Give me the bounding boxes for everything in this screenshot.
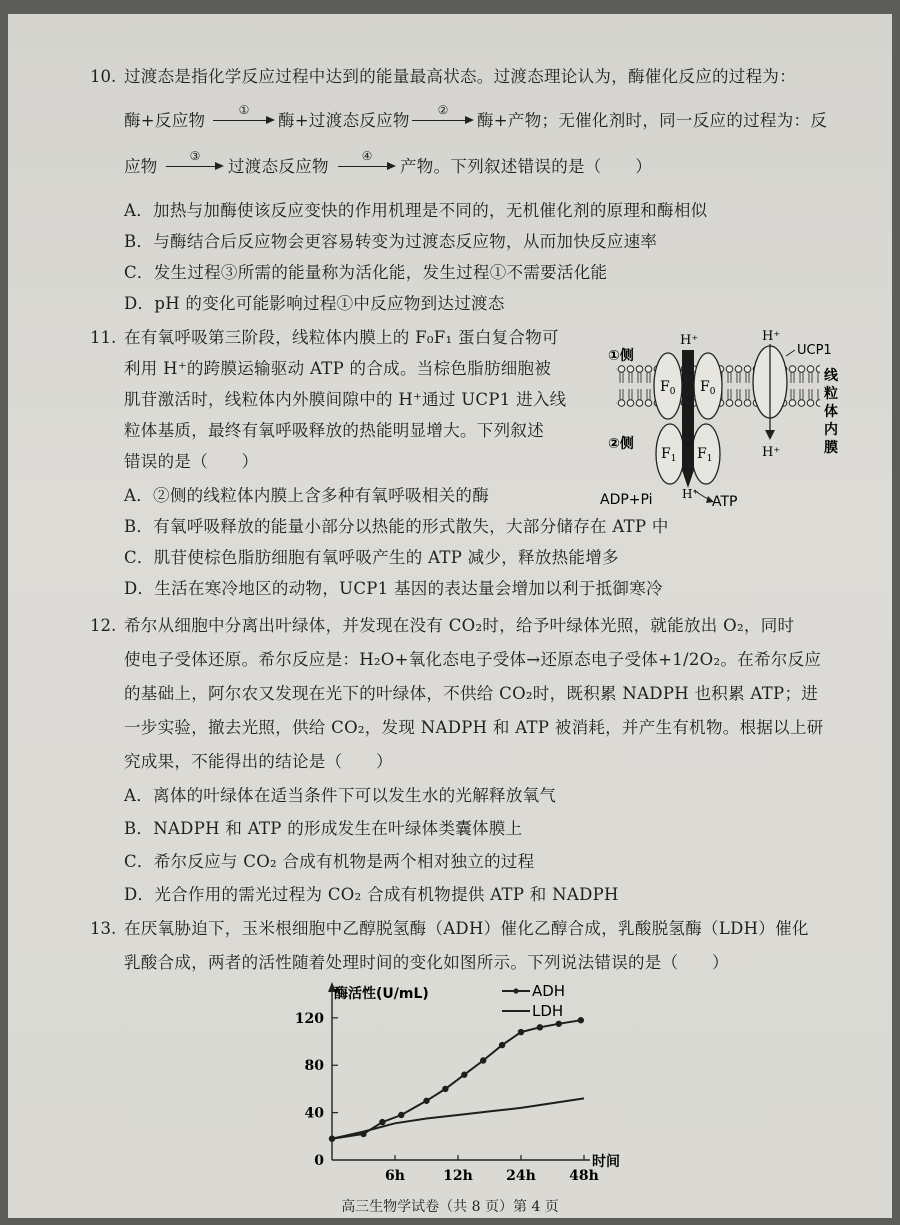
q13-stem-line1: 在厌氧胁迫下，玉米根细胞中乙醇脱氢酶（ADH）催化乙醇合成，乳酸脱氢酶（LDH）催化 <box>124 919 809 938</box>
q12-stem-line2: 使电子受体还原。希尔反应是：H₂O+氧化态电子受体→还原态电子受体+1/2O₂。在希尔反应 <box>124 650 822 669</box>
q11-option-a[interactable]: A．②侧的线粒体内膜上含多种有氧呼吸相关的酶 <box>124 486 490 505</box>
arrow-2-label: ② <box>437 103 449 117</box>
side-2-label: ②侧 <box>608 436 634 452</box>
q10-eq-substrate: 应物 <box>124 157 158 176</box>
adh-data-point <box>499 1042 505 1048</box>
q11-option-c[interactable]: C．肌苷使棕色脂肪细胞有氧呼吸产生的 ATP 减少，释放热能增多 <box>124 548 619 567</box>
ucp1-label: UCP1 <box>797 343 832 358</box>
h-plus-top-label: H⁺ <box>680 333 699 348</box>
proton-channel <box>682 350 694 488</box>
membrane-label-3: 体 <box>824 404 838 420</box>
x-tick-label: 24h <box>506 1168 536 1184</box>
series-line-ldh <box>332 1098 584 1138</box>
adh-data-point <box>556 1021 562 1027</box>
q11-stem-line4: 粒体基质，最终有氧呼吸释放的热能明显增大。下列叙述 <box>124 421 544 440</box>
q10-eq-enzyme-substrate: 酶+反应物 <box>124 111 206 130</box>
legend-adh-label: ADH <box>532 982 566 1000</box>
exam-page <box>8 14 892 1218</box>
legend-ldh-label: LDH <box>532 1002 564 1020</box>
adh-data-point <box>578 1017 584 1023</box>
h-plus-ucp1-bottom-label: H⁺ <box>762 445 781 460</box>
q11-stem-line2: 利用 H⁺的跨膜运输驱动 ATP 的合成。当棕色脂肪细胞被 <box>124 359 552 378</box>
membrane-label-4: 内 <box>824 422 838 438</box>
legend-adh-marker <box>513 988 518 993</box>
f1-label-right: $F_1$ <box>697 446 713 464</box>
q12-number: 12. <box>90 616 117 635</box>
f0-label-right: $F_0$ <box>700 379 716 397</box>
q10-stem-line1: 过渡态是指化学反应过程中达到的能量最高状态。过渡态理论认为，酶催化反应的过程为： <box>124 67 796 86</box>
q10-eq-enzyme-transition: 酶+过渡态反应物 <box>278 111 410 130</box>
q12-stem-line1: 希尔从细胞中分离出叶绿体，并发现在没有 CO₂时，给予叶绿体光照，就能放出 O₂，同时 <box>124 616 795 635</box>
arrow-3-label: ③ <box>189 149 201 163</box>
q12-stem-line5: 究成果，不能得出的结论是（ ） <box>124 752 393 771</box>
y-tick-label: 80 <box>304 1058 324 1075</box>
x-axis-label: 时间 <box>592 1154 620 1170</box>
adh-data-point <box>480 1057 486 1063</box>
q11-number: 11. <box>90 328 117 347</box>
q11-option-b[interactable]: B．有氧呼吸释放的能量小部分以热能的形式散失，大部分储存在 ATP 中 <box>124 517 669 536</box>
membrane-label-5: 膜 <box>824 440 838 456</box>
q11-option-d[interactable]: D．生活在寒冷地区的动物，UCP1 基因的表达量会增加以利于抵御寒冷 <box>124 579 663 598</box>
adh-data-point <box>518 1029 524 1035</box>
q10-eq-product: 产物。下列叙述错误的是（ ） <box>400 157 652 176</box>
arrow-4-label: ④ <box>361 149 373 163</box>
h-plus-ucp1-top-label: H⁺ <box>762 329 781 344</box>
x-tick-label: 12h <box>443 1168 473 1184</box>
series-line-adh <box>332 1020 581 1138</box>
x-tick-label: 6h <box>385 1168 405 1184</box>
page-footer: 高三生物学试卷（共 8 页）第 4 页 <box>341 1199 559 1215</box>
q13-stem-line2: 乳酸合成，两者的活性随着处理时间的变化如图所示。下列说法错误的是（ ） <box>124 953 729 972</box>
y-tick-label: 40 <box>304 1105 324 1122</box>
f0-label-left: $F_0$ <box>660 379 676 397</box>
q12-stem-line4: 一步实验，撤去光照，供给 CO₂，发现 NADPH 和 ATP 被消耗，并产生有机物。根据以上研 <box>124 718 824 737</box>
q10-option-a[interactable]: A．加热与加酶使该反应变快的作用机理是不同的，无机催化剂的原理和酶相似 <box>124 201 708 220</box>
adp-pi-label: ADP+Pi <box>600 492 653 508</box>
q10-option-b[interactable]: B．与酶结合后反应物会更容易转变为过渡态反应物，从而加快反应速率 <box>124 232 658 251</box>
arrow-1-label: ① <box>238 103 250 117</box>
adh-data-point <box>537 1024 543 1030</box>
adh-data-point <box>442 1086 448 1092</box>
q10-option-d[interactable]: D．pH 的变化可能影响过程①中反应物到达过渡态 <box>124 294 505 313</box>
adh-data-point <box>398 1112 404 1118</box>
adh-data-point <box>379 1119 385 1125</box>
q10-eq-enzyme-product: 酶+产物；无催化剂时，同一反应的过程为：反 <box>477 111 828 130</box>
side-1-label: ①侧 <box>608 348 634 364</box>
f1-label-left: $F_1$ <box>661 446 677 464</box>
y-tick-label: 120 <box>294 1010 324 1027</box>
q12-option-b[interactable]: B．NADPH 和 ATP 的形成发生在叶绿体类囊体膜上 <box>124 819 523 838</box>
q11-stem-line3: 肌苷激活时，线粒体内外膜间隙中的 H⁺通过 UCP1 进入线 <box>124 390 567 409</box>
adh-data-point <box>461 1072 467 1078</box>
q10-option-c[interactable]: C．发生过程③所需的能量称为活化能，发生过程①不需要活化能 <box>124 263 608 282</box>
membrane-label-1: 线 <box>824 368 838 384</box>
membrane-label-2: 粒 <box>824 386 838 402</box>
y-tick-label: 0 <box>314 1153 324 1169</box>
adh-data-point <box>423 1098 429 1104</box>
atp-label: ATP <box>712 494 738 510</box>
q10-number: 10. <box>90 67 117 86</box>
q13-number: 13. <box>90 919 117 938</box>
q12-option-d[interactable]: D．光合作用的需光过程为 CO₂ 合成有机物提供 ATP 和 NADPH <box>124 885 619 904</box>
q12-option-c[interactable]: C．希尔反应与 CO₂ 合成有机物是两个相对独立的过程 <box>124 852 535 871</box>
y-axis-label: 酶活性(U/mL) <box>334 986 429 1002</box>
q10-eq-transition: 过渡态反应物 <box>228 157 329 176</box>
enzyme-activity-chart <box>292 976 652 1186</box>
mitochondria-membrane-diagram <box>590 320 840 510</box>
q11-stem-line5: 错误的是（ ） <box>124 452 259 471</box>
q12-stem-line3: 的基础上，阿尔农又发现在光下的叶绿体，不供给 CO₂时，既积累 NADPH 也积累 ATP；进 <box>124 684 819 703</box>
q12-option-a[interactable]: A．离体的叶绿体在适当条件下可以发生水的光解释放氧气 <box>124 786 557 805</box>
h-plus-bottom-label: H⁺ <box>682 487 699 501</box>
x-tick-label: 48h <box>569 1168 599 1184</box>
q11-stem-line1: 在有氧呼吸第三阶段，线粒体内膜上的 F₀F₁ 蛋白复合物可 <box>124 328 559 347</box>
